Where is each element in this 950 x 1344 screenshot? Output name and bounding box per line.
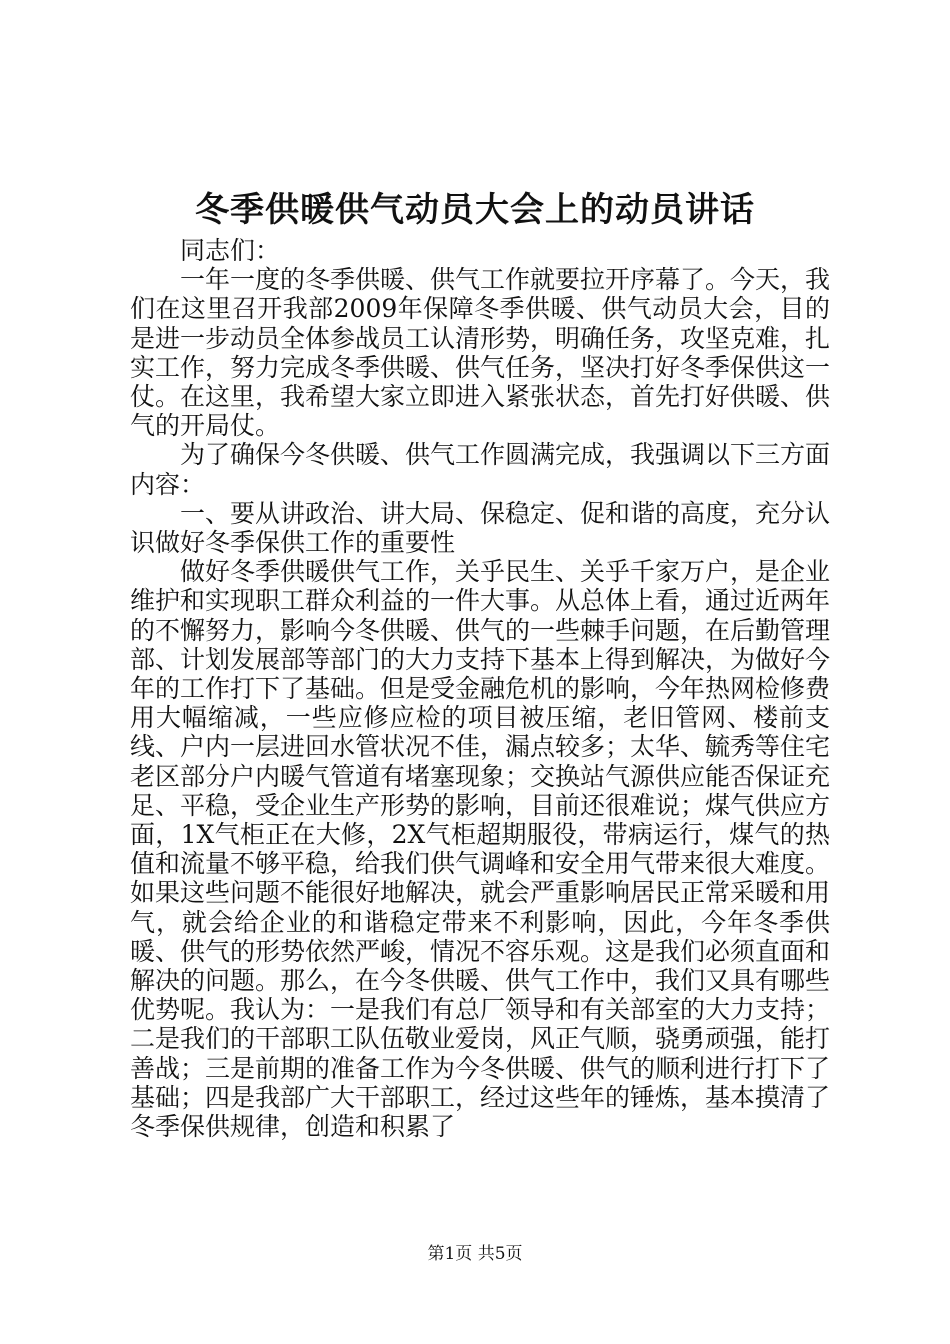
document-title: 冬季供暖供气动员大会上的动员讲话 [195, 190, 755, 230]
body-paragraph: 为了确保今冬供暖、供气工作圆满完成，我强调以下三方面内容： [130, 440, 831, 499]
page-number-footer: 第1页 共5页 [427, 1244, 523, 1264]
section-heading: 一、要从讲政治、讲大局、保稳定、促和谐的高度，充分认识做好冬季保供工作的重要性 [130, 498, 831, 558]
body-paragraph: 做好冬季供暖供气工作，关乎民生、关乎千家万户，是企业维护和实现职工群众利益的一件大事。从总体上看，通过近两年的不懈努力，影响今冬供暖、供气的一些棘手问题，在后勤管理部、计划发展部等部门的大力支持下基本上得到解决，为做好今年的工作打下了基础。但是受金融危机的影响，今年热网检修费用大幅缩减，一些应修应检的项目被压缩，老旧管网、楼前支线、户内一层进回水管状况不佳，漏点较多；太华、毓秀等住宅老区部分户内暖气管道有堵塞现象；交换站气源供应能否保证充足、平稳，受企业生产形势的影响，目前还很难说；煤气供应方面，1X气柜正在大修，2X气柜超期服役，带病运行，煤气的热值和流量不够平稳，给我们供气调峰和安全用气带来很大难度。如果这些问题不能很好地解决，就会严重影响居民正常采暖和用气，就会给企业的和谐稳定带来不利影响，因此，今年冬季供暖、供气的形势依然严峻，情况不容乐观。这是我们必须直面和解决的问题。那么，在今冬供暖、供气工作中，我们又具有哪些优势呢。我认为：一是我们有总厂领导和有关部室的大力支持；二是我们的干部职工队伍敬业爱岗，风正气顺，骁勇顽强，能打善战；三是前期的准备工作为今冬供暖、供气的顺利进行打下了基础；四是我部广大干部职工，经过这些年的锤炼，基本摸清了冬季保供规律，创造和积累了 [130, 557, 831, 1142]
salutation-paragraph: 同志们： [180, 236, 281, 265]
document-body [130, 236, 830, 1141]
body-paragraph: 一年一度的冬季供暖、供气工作就要拉开序幕了。今天，我们在这里召开我部2009年保障冬季供暖、供气动员大会，目的是进一步动员全体参战员工认清形势，明确任务，攻坚克难，扎实工作，努力完成冬季供暖、供气任务，坚决打好冬季保供这一仗。在这里，我希望大家立即进入紧张状态，首先打好供暖、供气的开局仗。 [130, 265, 831, 441]
